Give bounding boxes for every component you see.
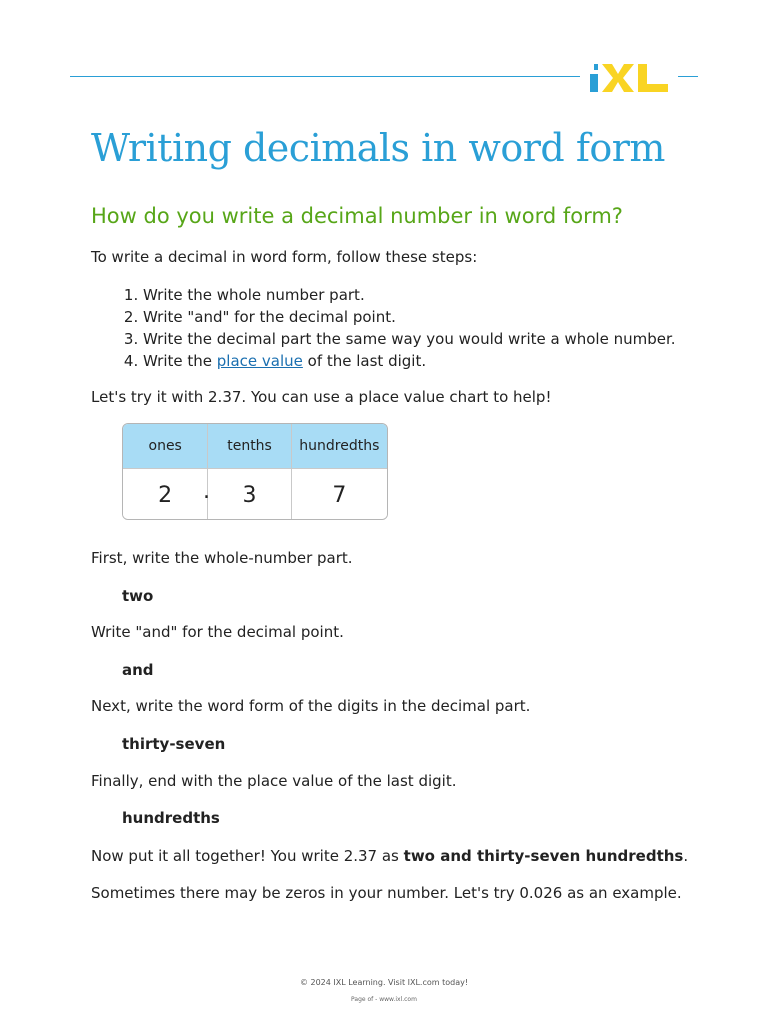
ixl-logo — [588, 62, 670, 94]
zeros-text: Sometimes there may be zeros in your number. Let's try 0.026 as an example. — [91, 884, 682, 902]
step4-before: Write the — [143, 352, 217, 370]
walkthrough-answer: thirty-seven — [122, 735, 226, 753]
digit-tenths: 3 — [208, 469, 291, 520]
walkthrough-answer: hundredths — [122, 809, 220, 827]
together-bold: two and thirty-seven hundredths — [403, 847, 684, 865]
header-tenths: tenths — [208, 424, 291, 468]
list-item: 3. Write the decimal part the same way you would write a whole number. — [143, 328, 676, 350]
place-value-chart — [122, 423, 388, 520]
together-before: Now put it all together! You write 2.37 as — [91, 847, 404, 865]
walkthrough-text: First, write the whole-number part. — [91, 549, 353, 567]
section-heading: How do you write a decimal number in word form? — [91, 204, 623, 228]
try-text: Let's try it with 2.37. You can use a place value chart to help! — [91, 388, 552, 406]
header-rule — [70, 76, 580, 77]
walkthrough-answer: two — [122, 587, 154, 605]
footer-page-line: Page of - www.ixl.com — [351, 996, 417, 1003]
together-text — [91, 847, 688, 865]
digit-ones: 2 — [123, 469, 208, 520]
header-ones: ones — [123, 424, 208, 468]
step4-after: of the last digit. — [302, 352, 427, 370]
list-item: 2. Write "and" for the decimal point. — [143, 306, 676, 328]
walkthrough-text: Finally, end with the place value of the last digit. — [91, 772, 457, 790]
header-rule-right — [678, 76, 698, 77]
page-title: Writing decimals in word form — [91, 126, 665, 170]
chart-header-row — [123, 424, 387, 468]
together-after: . — [683, 847, 689, 865]
footer-copyright: © 2024 IXL Learning. Visit IXL.com today! — [299, 978, 469, 987]
decimal-point: . — [203, 479, 210, 504]
list-item: 1. Write the whole number part. — [143, 284, 676, 306]
steps-list — [91, 284, 676, 372]
intro-text: To write a decimal in word form, follow these steps: — [91, 248, 478, 266]
list-item — [143, 350, 676, 372]
place-value-link[interactable]: place value — [216, 352, 303, 370]
walkthrough-text: Next, write the word form of the digits in the decimal part. — [91, 697, 531, 715]
digit-hundredths: 7 — [332, 482, 347, 508]
walkthrough-answer: and — [122, 661, 154, 679]
chart-digit-row — [123, 468, 387, 520]
walkthrough-text: Write "and" for the decimal point. — [91, 623, 344, 641]
header-hundredths: hundredths — [299, 438, 380, 454]
